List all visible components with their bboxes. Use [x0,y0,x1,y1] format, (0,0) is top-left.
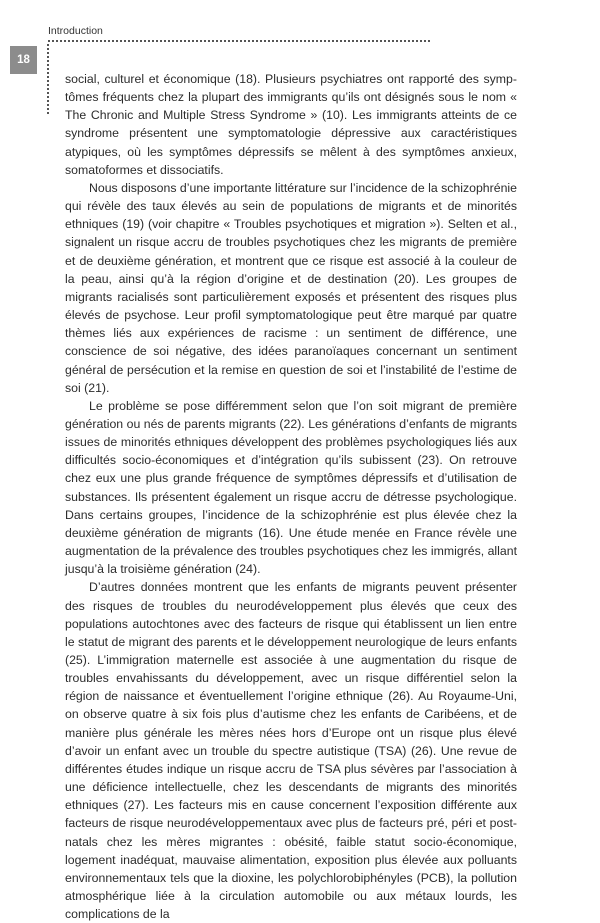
paragraph: social, culturel et économique (18). Plusieurs psychiatres ont rapporté des symptômes fréquents chez la plupart des immigrants qu’ils ont désignés sous le nom « The Chronic and Multiple Stress Syndrome » (10). Les immigrants atteints de ce syndrome présentent une symptomatologie dépressive aux caractéristiques atypiques, où les symptômes dépressifs se mêlent à des symptômes anxieux, somatoformes et dissociatifs. [65,72,517,177]
paragraph: Nous disposons d’une importante littérature sur l’incidence de la schizophrénie qui révèle des taux élevés au sein de populations de migrants et de minorités ethniques (19) (voir chapitre « Troubles psychotiques et migration »). Selten et al., signalent un risque accru de troubles psychotiques chez les migrants de première et de deuxième génération, et montrent que ce risque est associé à la couleur de la peau, ainsi qu’à la région d’origine et de destination (20). Les groupes de migrants racialisés sont particulièrement exposés et présentent des risques plus élevés de psychose. Leur profil symptomatologique peut être marqué par quatre thèmes liés aux expériences de racisme : un sentiment de différence, une conscience de soi négative, des idées paranoïaques concernant un sentiment général de persécution et la remise en question de soi et l’instabilité de l’estime de soi (21). [65,180,517,395]
body-text [65,70,517,922]
paragraph: Le problème se pose différemment selon que l’on soit migrant de première génération ou nés de parents migrants (22). Les générations d’enfants de migrants issues de minorités ethniques développent des problèmes psychologiques liés aux difficultés socio-économiques et d’intégration qu’ils subissent (23). On retrouve chez eux une plus grande fréquence de symptômes dépressifs et d’utilisation de substances. Ils présentent également un risque accru de détresse psychologique. Dans certains groupes, l’incidence de la schizophrénie est plus élevée chez la deuxième génération de migrants (16). Une étude menée en France révèle une augmentation de la prévalence des troubles psychotiques chez les immigrés, allant jusqu’à la troisième génération (24). [65,398,517,577]
side-dotted-rule [47,44,49,114]
page-number: 18 [10,46,37,74]
header-dotted-rule [48,40,430,42]
running-header: Introduction [48,25,103,37]
paragraph: D’autres données montrent que les enfants de migrants peuvent présenter des risques de troubles du neurodéveloppement plus élevés que ceux des populations autochtones avec des facteurs de risque qui établissent un lien entre le statut de migrant des parents et le développement neurologique de leurs enfants (25). L’immigration maternelle est associée à une augmentation du risque de troubles envahissants du développement, avec un risque différentiel selon la région de naissance et éventuellement l’origine ethnique (26). Au Royaume-Uni, on observe quatre à six fois plus d’autisme chez les enfants de Caribéens, et de manière plus générale les mères nées hors d’Europe ont un risque plus élevé d’avoir un enfant avec un trouble du spectre autistique (TSA) (26). Une revue de différentes études indique un risque accru de TSA plus sévères par l’association à une déficience intellectuelle, chez les descendants de migrants des minorités ethniques (27). Les facteurs mis en cause concernent l’exposition différente aux facteurs de risque neurodéveloppementaux avec plus de facteurs pré, péri et post-natals chez les mères migrantes : obésité, faible statut socio-économique, logement inadéquat, mauvaise alimentation, exposition plus élevée aux polluants environnementaux tels que la dioxine, les polychlorobiphényles (PCB), la pollution atmosphérique liée à la circulation automobile ou aux métaux lourds, les complications de la [65,580,517,922]
